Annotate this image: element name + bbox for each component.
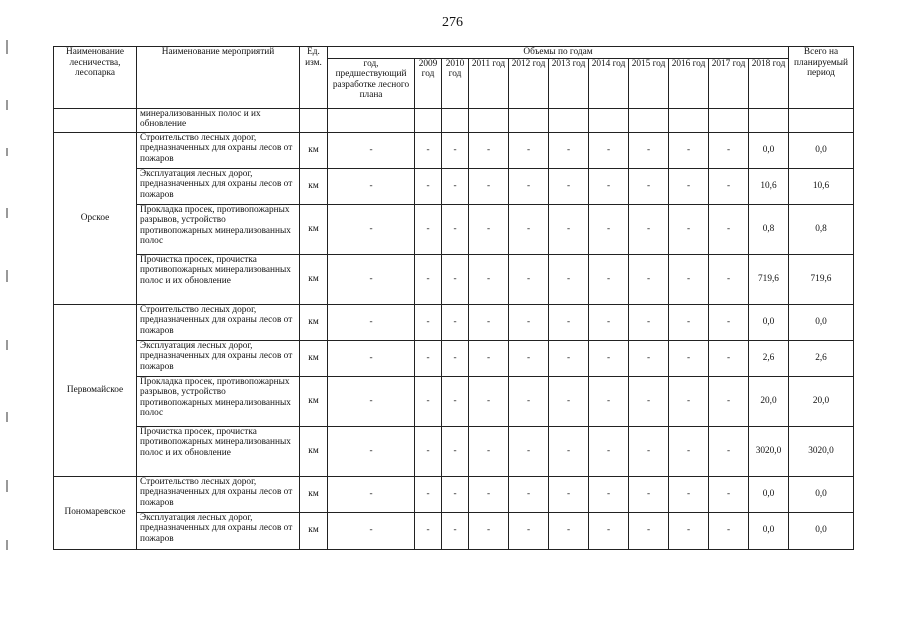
year-value-cell: - [442, 340, 469, 376]
year-value-cell: - [549, 168, 589, 204]
year-value-cell: - [415, 476, 442, 512]
year-value-cell: - [469, 204, 509, 254]
year-value-cell: - [589, 304, 629, 340]
year-value-cell: - [469, 376, 509, 426]
year-value-cell: 0,8 [749, 204, 789, 254]
activity-cell: Прокладка просек, противопожарных разрывов, устройство противопожарных минерализованных полос [137, 204, 300, 254]
forest-fire-measures-table [53, 46, 854, 550]
year-value-cell: - [469, 426, 509, 476]
total-cell: 0,0 [789, 132, 854, 168]
year-value-cell: - [415, 376, 442, 426]
total-cell: 719,6 [789, 254, 854, 304]
year-value-cell: - [469, 476, 509, 512]
header-unit: Ед. изм. [300, 47, 328, 109]
unit-cell: км [300, 304, 328, 340]
year-value-cell: - [509, 376, 549, 426]
year-value-cell: - [709, 512, 749, 549]
activity-cell: Эксплуатация лесных дорог, предназначенных для охраны лесов от пожаров [137, 512, 300, 549]
year-value-cell: - [549, 132, 589, 168]
year-value-cell: - [629, 304, 669, 340]
year-value-cell: - [509, 476, 549, 512]
year-value-cell: - [442, 254, 469, 304]
year-value-cell: - [709, 254, 749, 304]
table-row [54, 204, 854, 254]
year-value-cell: - [509, 254, 549, 304]
year-value-cell: - [709, 426, 749, 476]
year-value-cell: - [509, 340, 549, 376]
pre-year-cell: - [328, 340, 415, 376]
year-value-cell: - [509, 512, 549, 549]
unit-cell: км [300, 426, 328, 476]
table-row [54, 254, 854, 304]
unit-cell: км [300, 254, 328, 304]
unit-cell: км [300, 132, 328, 168]
year-value-cell: - [549, 512, 589, 549]
year-value-cell: - [415, 204, 442, 254]
year-value-cell: - [415, 512, 442, 549]
year-value-cell: - [415, 304, 442, 340]
year-value-cell: - [669, 168, 709, 204]
year-value-cell: - [442, 512, 469, 549]
year-value-cell: - [549, 254, 589, 304]
year-value-cell: - [469, 168, 509, 204]
year-value-cell: - [669, 340, 709, 376]
unit-cell: км [300, 168, 328, 204]
total-cell: 0,8 [789, 204, 854, 254]
total-cell: 20,0 [789, 376, 854, 426]
forest-cell [54, 108, 137, 132]
year-value-cell: - [469, 132, 509, 168]
year-value-cell: 0,0 [749, 512, 789, 549]
year-value-cell: - [669, 426, 709, 476]
year-value-cell: - [415, 340, 442, 376]
activity-cell: Прокладка просек, противопожарных разрывов, устройство противопожарных минерализованных полос [137, 376, 300, 426]
year-value-cell: 719,6 [749, 254, 789, 304]
activity-cell: минерализованных полос и их обновление [137, 108, 300, 132]
total-cell: 10,6 [789, 168, 854, 204]
year-value-cell: - [415, 168, 442, 204]
year-value-cell: 0,0 [749, 476, 789, 512]
year-value-cell: 10,6 [749, 168, 789, 204]
year-value-cell: - [629, 168, 669, 204]
year-value-cell: - [589, 476, 629, 512]
unit-cell: км [300, 340, 328, 376]
year-value-cell: - [509, 168, 549, 204]
activity-cell: Прочистка просек, прочистка противопожарных минерализованных полос и их обновление [137, 426, 300, 476]
total-cell: 0,0 [789, 512, 854, 549]
table-row [54, 340, 854, 376]
total-cell: 0,0 [789, 476, 854, 512]
year-value-cell: - [442, 476, 469, 512]
table-row [54, 376, 854, 426]
forest-name-cell: Орское [54, 132, 137, 304]
year-value-cell: - [549, 340, 589, 376]
year-value-cell: - [709, 340, 749, 376]
year-value-cell: - [442, 304, 469, 340]
unit-cell: км [300, 512, 328, 549]
year-value-cell: - [629, 204, 669, 254]
pre-year-cell: - [328, 512, 415, 549]
year-value-cell: - [469, 254, 509, 304]
header-activity: Наименование мероприятий [137, 47, 300, 109]
year-value-cell: - [669, 132, 709, 168]
header-total: Всего на планируемый период [789, 47, 854, 109]
year-value-cell: - [589, 512, 629, 549]
year-value-cell: 2,6 [749, 340, 789, 376]
year-value-cell: - [442, 376, 469, 426]
scan-margin-marks [6, 40, 9, 560]
year-value-cell: - [415, 254, 442, 304]
page-number: 276 [442, 15, 463, 30]
table-row [54, 132, 854, 168]
year-value-cell: 0,0 [749, 132, 789, 168]
pre-year-cell: - [328, 204, 415, 254]
year-value-cell: - [709, 304, 749, 340]
year-value-cell: - [549, 426, 589, 476]
header-year: 2012 год [509, 58, 549, 108]
activity-cell: Строительство лесных дорог, предназначенных для охраны лесов от пожаров [137, 476, 300, 512]
year-value-cell: 20,0 [749, 376, 789, 426]
header-pre-year: год, предшествующий разработке лесного плана [328, 58, 415, 108]
year-value-cell: - [629, 426, 669, 476]
header-year: 2013 год [549, 58, 589, 108]
activity-cell: Прочистка просек, прочистка противопожарных минерализованных полос и их обновление [137, 254, 300, 304]
year-value-cell: - [509, 426, 549, 476]
header-year: 2011 год [469, 58, 509, 108]
year-value-cell: - [709, 132, 749, 168]
header-year: 2016 год [669, 58, 709, 108]
year-value-cell: - [669, 204, 709, 254]
year-value-cell: - [589, 376, 629, 426]
table-body [54, 108, 854, 549]
year-value-cell: - [629, 340, 669, 376]
year-value-cell: - [589, 340, 629, 376]
header-year: 2015 год [629, 58, 669, 108]
table-row-continuation [54, 108, 854, 132]
pre-year-cell: - [328, 254, 415, 304]
year-value-cell: - [709, 476, 749, 512]
year-value-cell: - [629, 476, 669, 512]
year-value-cell: - [442, 426, 469, 476]
total-cell: 3020,0 [789, 426, 854, 476]
year-value-cell: - [589, 204, 629, 254]
table-row [54, 426, 854, 476]
year-value-cell: - [669, 376, 709, 426]
year-value-cell: - [549, 376, 589, 426]
year-value-cell: - [442, 204, 469, 254]
table-row [54, 512, 854, 549]
year-value-cell: - [469, 304, 509, 340]
activity-cell: Эксплуатация лесных дорог, предназначенных для охраны лесов от пожаров [137, 168, 300, 204]
activity-cell: Эксплуатация лесных дорог, предназначенных для охраны лесов от пожаров [137, 340, 300, 376]
table-row [54, 168, 854, 204]
unit-cell: км [300, 476, 328, 512]
year-value-cell: - [509, 304, 549, 340]
year-value-cell: - [442, 168, 469, 204]
header-forest: Наименование лесничества, лесопарка [54, 47, 137, 109]
year-value-cell: - [629, 132, 669, 168]
year-value-cell: - [669, 304, 709, 340]
header-volumes: Объемы по годам [328, 47, 789, 59]
year-value-cell: - [589, 254, 629, 304]
header-year: 2009 год [415, 58, 442, 108]
year-value-cell: - [669, 476, 709, 512]
year-value-cell: - [415, 132, 442, 168]
year-value-cell: - [549, 204, 589, 254]
year-value-cell: - [442, 132, 469, 168]
table-row [54, 304, 854, 340]
header-year: 2017 год [709, 58, 749, 108]
year-value-cell: - [669, 512, 709, 549]
year-value-cell: - [589, 168, 629, 204]
activity-cell: Строительство лесных дорог, предназначенных для охраны лесов от пожаров [137, 132, 300, 168]
total-cell: 0,0 [789, 304, 854, 340]
year-value-cell: - [469, 340, 509, 376]
header-year: 2010 год [442, 58, 469, 108]
year-value-cell: - [709, 376, 749, 426]
table-row [54, 476, 854, 512]
header-year: 2018 год [749, 58, 789, 108]
year-value-cell: - [509, 204, 549, 254]
year-value-cell: - [415, 426, 442, 476]
pre-year-cell: - [328, 168, 415, 204]
year-value-cell: - [669, 254, 709, 304]
year-value-cell: - [709, 168, 749, 204]
year-value-cell: - [629, 254, 669, 304]
year-value-cell: - [629, 376, 669, 426]
pre-year-cell: - [328, 376, 415, 426]
pre-year-cell: - [328, 132, 415, 168]
year-value-cell: - [469, 512, 509, 549]
total-cell: 2,6 [789, 340, 854, 376]
activity-cell: Строительство лесных дорог, предназначенных для охраны лесов от пожаров [137, 304, 300, 340]
unit-cell: км [300, 376, 328, 426]
year-value-cell: - [589, 426, 629, 476]
pre-year-cell: - [328, 476, 415, 512]
year-value-cell: - [709, 204, 749, 254]
pre-year-cell: - [328, 426, 415, 476]
year-value-cell: - [549, 304, 589, 340]
year-value-cell: - [589, 132, 629, 168]
year-value-cell: 0,0 [749, 304, 789, 340]
forest-name-cell: Первомайское [54, 304, 137, 476]
unit-cell: км [300, 204, 328, 254]
year-value-cell: - [549, 476, 589, 512]
header-year: 2014 год [589, 58, 629, 108]
pre-year-cell: - [328, 304, 415, 340]
year-value-cell: - [509, 132, 549, 168]
forest-name-cell: Пономаревское [54, 476, 137, 549]
year-value-cell: 3020,0 [749, 426, 789, 476]
year-value-cell: - [629, 512, 669, 549]
